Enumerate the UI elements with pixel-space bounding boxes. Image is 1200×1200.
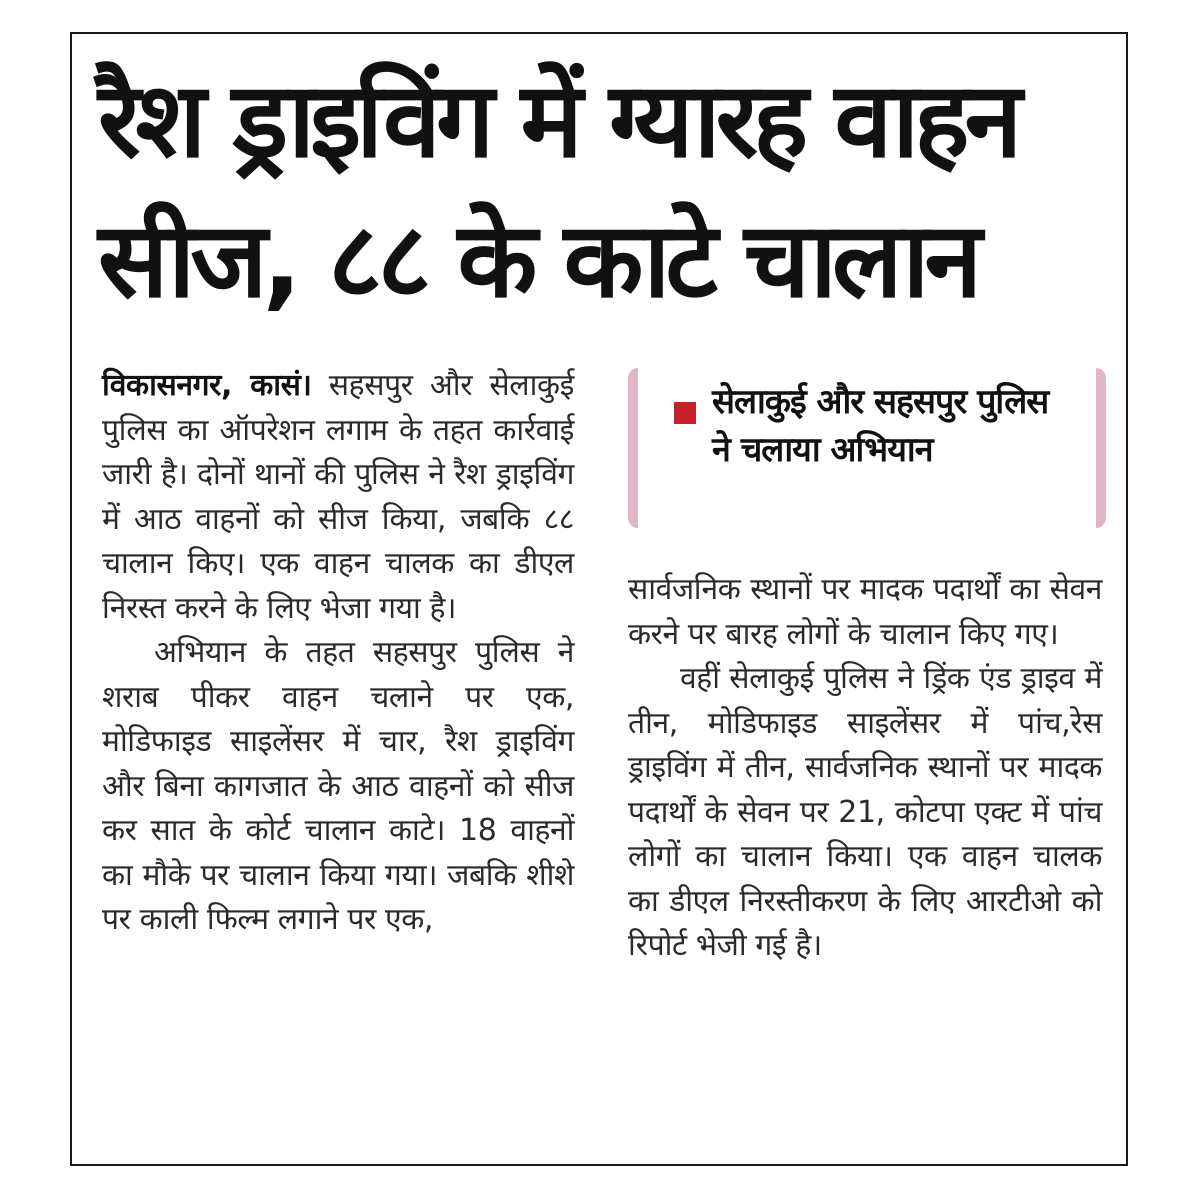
left-paragraph-2: अभियान के तहत सहसपुर पुलिस ने शराब पीकर वाहन चलाने पर एक, मोडिफाइड साइलेंसर में चार, रैश ड्राइविंग और बिना कागजात के आठ वाहनों को सीज कर सात के कोर्ट चालान काटे। 18 वाहनों का मौके पर चालान किया गया। जबकि शीशे पर काली फिल्म लगाने पर एक, bbox=[102, 635, 574, 937]
headline-line-2: सीज, ८८ के काटे चालान bbox=[98, 199, 978, 321]
highlight-box bbox=[628, 368, 1106, 528]
headline-line-1: रैश ड्राइविंग में ग्यारह वाहन bbox=[98, 59, 1018, 181]
news-clipping bbox=[70, 32, 1128, 1166]
right-column bbox=[628, 568, 1102, 969]
dateline: विकासनगर, कासं। bbox=[102, 368, 312, 403]
right-paragraph-2: वहीं सेलाकुई पुलिस ने ड्रिंक एंड ड्राइव में तीन, मोडिफाइड साइलेंसर में पांच,रेस ड्राइविंग में तीन, सार्वजनिक स्थानों पर मादक पदार्थों के सेवन पर 21, कोटपा एक्ट में पांच लोगों का चालान किया। एक वाहन चालक का डीएल निरस्तीकरण के लिए आरटीओ को रिपोर्ट भेजी गई है। bbox=[628, 661, 1102, 963]
headline bbox=[98, 50, 1108, 330]
left-paragraph-1-body: सहसपुर और सेलाकुई पुलिस का ऑपरेशन लगाम के तहत कार्रवाई जारी है। दोनों थानों की पुलिस ने रैश ड्राइविंग में आठ वाहनों को सीज किया, जबकि ८८ चालान किए। एक वाहन चालक का डीएल निरस्त करने के लिए भेजा गया है। bbox=[102, 368, 574, 626]
left-column bbox=[102, 364, 574, 943]
right-paragraph-1: सार्वजनिक स्थानों पर मादक पदार्थों का सेवन करने पर बारह लोगों के चालान किए गए। bbox=[628, 572, 1102, 652]
highlight-text: सेलाकुई और सहसपुर पुलिस ने चलाया अभियान bbox=[712, 382, 1049, 470]
square-bullet-icon bbox=[674, 402, 696, 424]
left-paragraph-1 bbox=[102, 364, 574, 631]
